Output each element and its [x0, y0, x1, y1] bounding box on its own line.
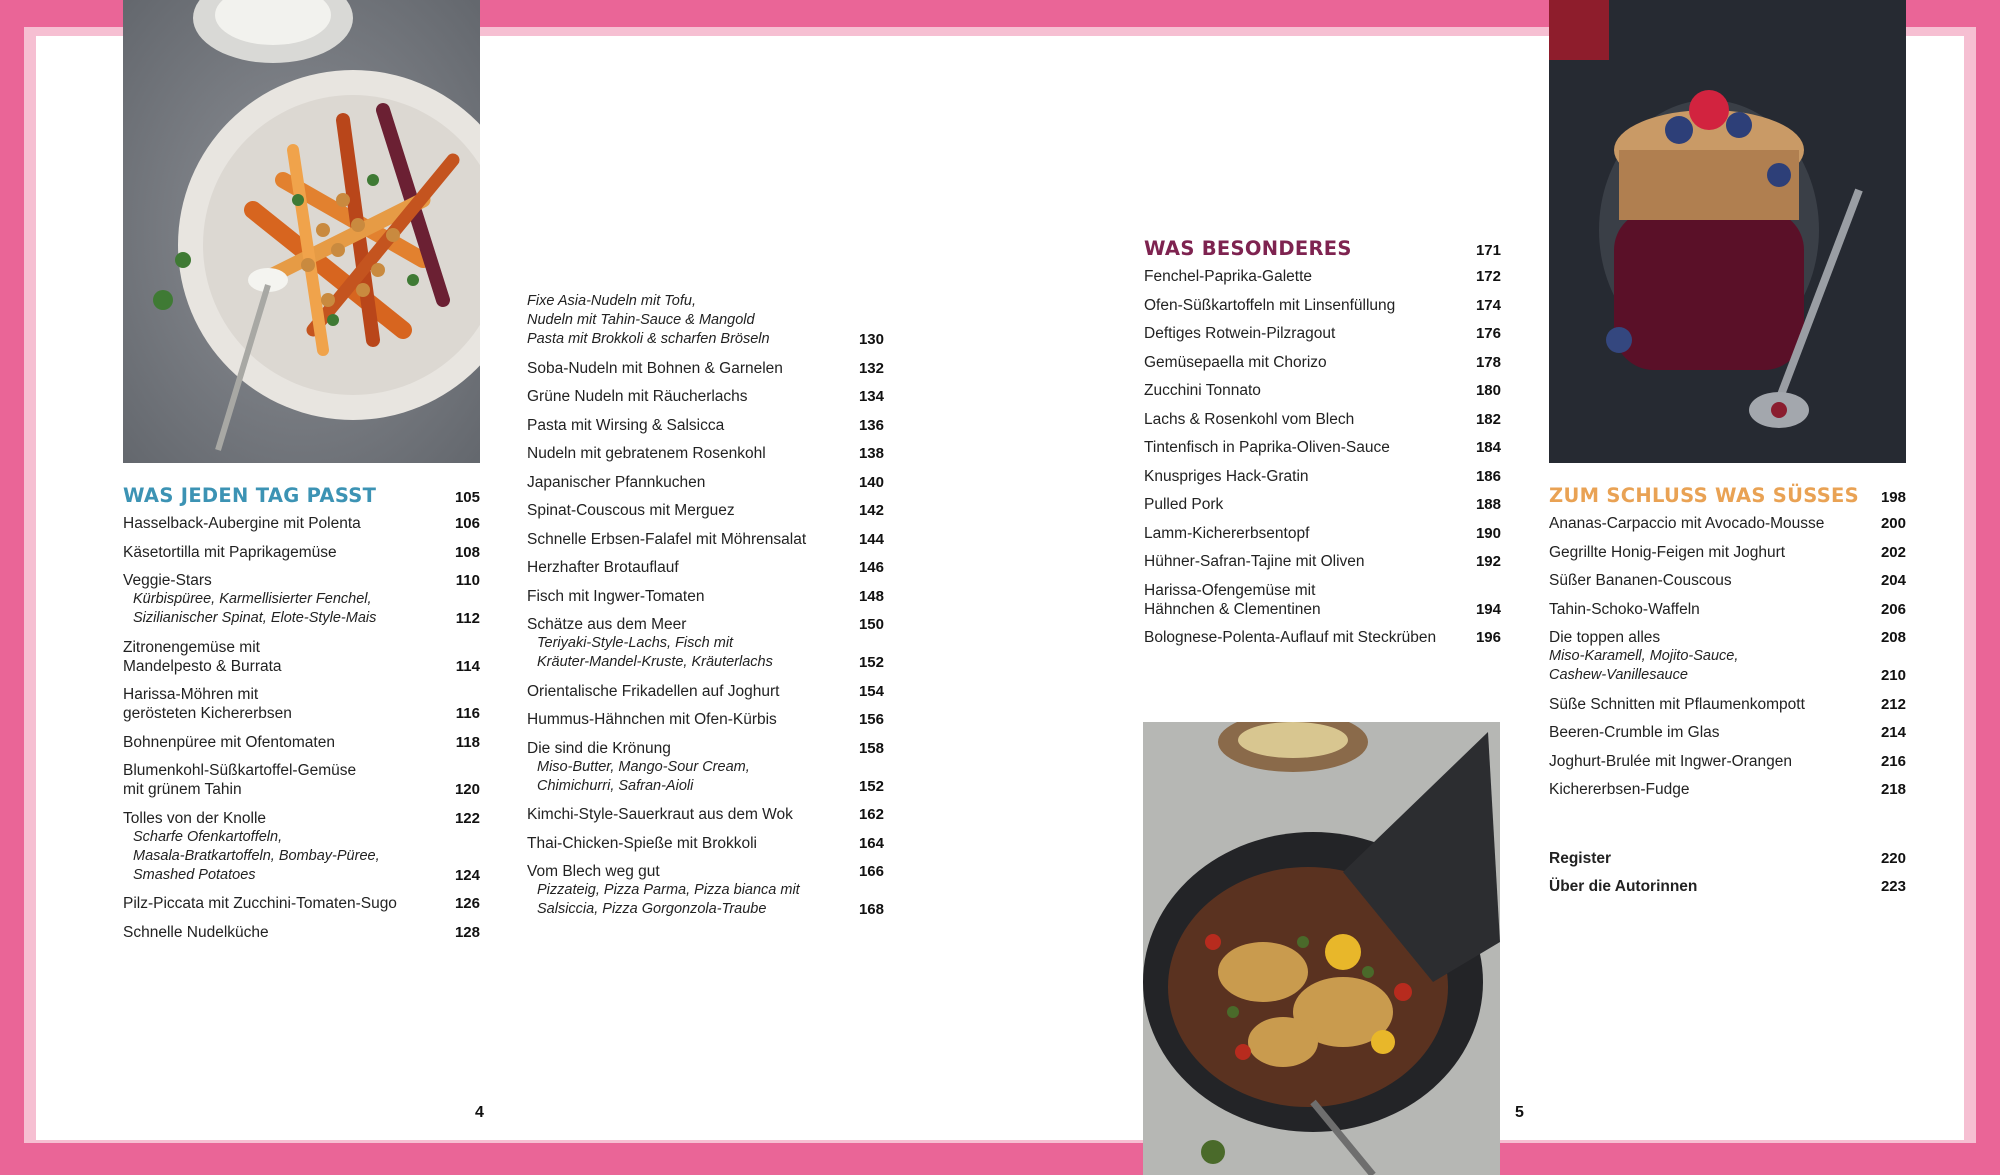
- section-page: 198: [1880, 489, 1906, 506]
- entry-title-line: Süße Schnitten mit Pflaumenkompott: [1549, 695, 1805, 713]
- entry-title-line: Beeren-Crumble im Glas: [1549, 724, 1720, 741]
- section-title: ZUM SCHLUSS WAS SÜSSES: [1549, 484, 1860, 507]
- subrecipe-page: 152: [858, 654, 884, 671]
- subrecipe-line: Masala-Bratkartoffeln, Bombay-Püree,: [133, 847, 380, 864]
- entry-title-line: Orientalische Frikadellen auf Joghurt: [527, 682, 780, 700]
- entry-page: 106: [454, 515, 480, 532]
- entry-title-line: Blumenkohl-Süßkartoffel-Gemüse: [123, 762, 357, 779]
- subrecipe-line: Sizilianischer Spinat, Elote-Style-Mais: [133, 610, 377, 626]
- entry-title: [1144, 381, 1471, 400]
- entry-title: [527, 862, 854, 881]
- entry-title-line: Herzhafter Brotauflauf: [527, 559, 679, 576]
- entry-page: 208: [1880, 629, 1906, 646]
- entry-page: 162: [858, 806, 884, 823]
- entry-page: 110: [455, 572, 480, 589]
- entry-title: [123, 571, 450, 590]
- entry-title-line: Spinat-Couscous mit Merguez: [527, 502, 735, 519]
- toc-entry: [123, 923, 480, 942]
- entry-page: 150: [858, 616, 884, 633]
- entry-title: [527, 416, 854, 435]
- entry-title-line: Deftiges Rotwein-Pilzragout: [1144, 325, 1336, 342]
- toc-entry: [527, 501, 884, 520]
- entry-page: 206: [1880, 600, 1906, 618]
- toc-entry: [527, 530, 884, 549]
- subrecipe-line: Teriyaki-Style-Lachs, Fisch mit: [537, 635, 734, 651]
- intro-line: Nudeln mit Tahin-Sauce & Mangold: [527, 312, 755, 328]
- entry-title-line: Über die Autorinnen: [1549, 878, 1698, 895]
- entry-page: 188: [1475, 496, 1501, 513]
- entry-subrecipes: [527, 634, 854, 672]
- entry-title-line: Zitronengemüse mit: [123, 638, 260, 656]
- toc-entry: [123, 809, 480, 885]
- entry-title: [527, 530, 854, 549]
- entry-title-line: Bohnenpüree mit Ofentomaten: [123, 733, 335, 751]
- entry-page: 180: [1475, 382, 1501, 399]
- entry-title-line: Knuspriges Hack-Gratin: [1144, 467, 1309, 485]
- entry-page: 158: [858, 739, 884, 757]
- entry-subrecipes: [1549, 647, 1876, 685]
- subrecipe-line: Chimichurri, Safran-Aioli: [537, 777, 694, 794]
- entry-page: 172: [1475, 268, 1501, 285]
- toc-entry: [123, 685, 480, 723]
- entry-title: [527, 710, 854, 729]
- toc-entry: [1144, 267, 1501, 286]
- entry-page: 216: [1880, 752, 1906, 770]
- entry-page: 192: [1475, 553, 1501, 570]
- entry-title: [527, 805, 854, 824]
- section-title: WAS BESONDERES: [1144, 237, 1352, 260]
- entry-title-line: Ofen-Süßkartoffeln mit Linsenfüllung: [1144, 296, 1396, 314]
- entry-page: 204: [1880, 572, 1906, 589]
- toc-entry: [123, 733, 480, 752]
- entry-title-line: Kichererbsen-Fudge: [1549, 781, 1690, 798]
- entry-title: [1144, 628, 1471, 647]
- entry-page: 196: [1475, 629, 1501, 646]
- entry-title: [123, 514, 450, 533]
- entry-page: 184: [1475, 439, 1501, 456]
- entry-page: 166: [858, 863, 884, 880]
- section-page: 105: [454, 489, 480, 506]
- entry-title: [527, 834, 854, 853]
- entry-title-line: Pilz-Piccata mit Zucchini-Tomaten-Sugo: [123, 895, 397, 912]
- entry-title-line: Hähnchen & Clementinen: [1144, 600, 1321, 618]
- toc-entry: [527, 587, 884, 606]
- entry-title-line: Gemüsepaella mit Chorizo: [1144, 353, 1327, 371]
- entry-title-line: Japanischer Pfannkuchen: [527, 473, 706, 491]
- photo-chicken-tajine: [1143, 722, 1500, 1175]
- toc-entry: [123, 638, 480, 676]
- entry-page: 128: [454, 923, 480, 941]
- toc-entry: [527, 834, 884, 853]
- toc-entry: [527, 739, 884, 796]
- toc-entry: [1549, 752, 1906, 771]
- entry-page: 108: [454, 543, 480, 561]
- entry-title: [527, 739, 854, 758]
- toc-section-was-jeden-tag-passt: [123, 484, 480, 951]
- entry-title: [1549, 780, 1876, 799]
- toc-entry: [123, 514, 480, 533]
- entry-title-line: Die sind die Krönung: [527, 739, 671, 757]
- entry-title-line: Schnelle Nudelküche: [123, 923, 269, 941]
- entry-title: [1549, 514, 1876, 533]
- entry-page: 138: [858, 445, 884, 462]
- toc-entry: [1549, 849, 1906, 868]
- section-title: WAS JEDEN TAG PASST: [123, 484, 377, 507]
- entry-page: 132: [858, 359, 884, 377]
- entry-page: 154: [858, 682, 884, 700]
- toc-entry: [527, 558, 884, 577]
- entry-title-line: Lamm-Kichererbsentopf: [1144, 524, 1310, 542]
- entry-title-line: Pasta mit Wirsing & Salsicca: [527, 416, 725, 434]
- entry-page: 194: [1475, 600, 1501, 618]
- entry-title-line: mit grünem Tahin: [123, 781, 242, 798]
- entry-title-line: Mandelpesto & Burrata: [123, 657, 282, 675]
- toc-entry: [1549, 543, 1906, 562]
- toc-entry: [1144, 410, 1501, 429]
- entry-title: [527, 558, 854, 577]
- entry-title: [527, 501, 854, 520]
- entry-page: 220: [1880, 849, 1906, 867]
- entry-page: 214: [1880, 724, 1906, 741]
- toc-entry: [123, 894, 480, 913]
- page-number-left: 4: [475, 1104, 484, 1121]
- subrecipe-page: 152: [858, 777, 884, 795]
- entry-title-line: Bolognese-Polenta-Auflauf mit Steckrüben: [1144, 629, 1437, 646]
- entry-page: 156: [858, 711, 884, 728]
- section-heading: [1144, 237, 1501, 267]
- entry-title: [1549, 600, 1876, 619]
- toc-entry: [1549, 780, 1906, 799]
- entry-title-line: Tahin-Schoko-Waffeln: [1549, 600, 1700, 618]
- entry-title-line: Tolles von der Knolle: [123, 809, 267, 827]
- subrecipe-line: Miso-Karamell, Mojito-Sauce,: [1549, 648, 1739, 664]
- entry-page: 182: [1475, 410, 1501, 428]
- toc-entry: [1549, 695, 1906, 714]
- entry-subrecipes: [527, 881, 854, 919]
- entry-page: 200: [1880, 515, 1906, 532]
- entry-title: [527, 587, 854, 606]
- toc-entry: [1549, 723, 1906, 742]
- toc-entry: [527, 862, 884, 919]
- entry-title-line: Hühner-Safran-Tajine mit Oliven: [1144, 553, 1365, 570]
- entry-page: 134: [858, 388, 884, 405]
- toc-entry: [527, 416, 884, 435]
- entry-page: 144: [858, 530, 884, 548]
- entry-title: [123, 543, 450, 562]
- entry-title: [1549, 723, 1876, 742]
- section-page: 171: [1475, 242, 1501, 259]
- entry-title: [123, 761, 450, 799]
- entry-title-line: Harissa-Ofengemüse mit: [1144, 581, 1316, 599]
- entry-title: [123, 894, 450, 913]
- section-heading: [1549, 484, 1906, 514]
- subrecipe-line: Kräuter-Mandel-Kruste, Kräuterlachs: [537, 654, 773, 670]
- entry-title: [1144, 524, 1471, 543]
- entry-page: 186: [1475, 467, 1501, 485]
- entry-title-line: Schätze aus dem Meer: [527, 616, 687, 633]
- toc-section-was-besonderes: [1144, 237, 1501, 657]
- entry-page: 146: [858, 559, 884, 576]
- section-heading: [123, 484, 480, 514]
- entry-page: 190: [1475, 524, 1501, 542]
- entry-title-line: Vom Blech weg gut: [527, 863, 660, 880]
- toc-entry: [1144, 495, 1501, 514]
- toc-entry: [527, 682, 884, 701]
- entry-page: 218: [1880, 781, 1906, 798]
- entry-page: 148: [858, 587, 884, 605]
- entry-title: [1144, 353, 1471, 372]
- entry-title: [1549, 695, 1876, 714]
- toc-entry: [1549, 571, 1906, 590]
- entry-title-line: Lachs & Rosenkohl vom Blech: [1144, 410, 1355, 428]
- entry-title: [1144, 552, 1471, 571]
- entry-title: [1549, 849, 1876, 868]
- toc-entry: [1549, 628, 1906, 685]
- entry-title: [123, 733, 450, 752]
- entry-page: 178: [1475, 353, 1501, 371]
- entry-title-line: Die toppen alles: [1549, 629, 1661, 646]
- entry-title: [527, 682, 854, 701]
- entry-page: 140: [858, 473, 884, 491]
- subrecipe-line: Pizzateig, Pizza Parma, Pizza bianca mit: [537, 882, 800, 898]
- entry-title: [1549, 877, 1876, 896]
- entry-title-line: Joghurt-Brulée mit Ingwer-Orangen: [1549, 752, 1792, 770]
- toc-section-zum-schluss-was-suesses: [1549, 484, 1906, 906]
- toc-entry: [123, 761, 480, 799]
- entry-page: 202: [1880, 543, 1906, 561]
- entry-title-line: Register: [1549, 849, 1612, 867]
- entry-page: 136: [858, 416, 884, 434]
- entry-title: [1144, 410, 1471, 429]
- photo-roasted-carrots: [123, 0, 480, 463]
- subrecipe-line: Kürbispüree, Karmellisierter Fenchel,: [133, 591, 372, 607]
- entry-page: 223: [1880, 878, 1906, 895]
- toc-entry: [527, 387, 884, 406]
- entry-title-line: Fenchel-Paprika-Galette: [1144, 268, 1312, 285]
- toc-intro-entry: [527, 292, 884, 349]
- entry-page: 116: [455, 705, 480, 722]
- entry-title-line: Soba-Nudeln mit Bohnen & Garnelen: [527, 359, 783, 377]
- entry-page: 118: [455, 733, 480, 751]
- subrecipe-line: Salsiccia, Pizza Gorgonzola-Traube: [537, 901, 767, 917]
- entry-title-line: Harissa-Möhren mit: [123, 686, 259, 703]
- toc-entry: [527, 444, 884, 463]
- entry-title-line: Süßer Bananen-Couscous: [1549, 572, 1732, 589]
- toc-section-nudelkueche: [527, 292, 884, 929]
- entry-title: [527, 473, 854, 492]
- entry-title: [527, 387, 854, 406]
- entry-title: [123, 685, 450, 723]
- entry-page: 164: [858, 834, 884, 852]
- entry-title-line: Hasselback-Aubergine mit Polenta: [123, 515, 361, 532]
- toc-entry: [1144, 524, 1501, 543]
- entry-page: 130: [858, 331, 884, 348]
- toc-entry: [527, 615, 884, 672]
- entry-title: [1144, 324, 1471, 343]
- subrecipe-page: 168: [858, 901, 884, 918]
- toc-entry: [1144, 581, 1501, 619]
- entry-title-line: Nudeln mit gebratenem Rosenkohl: [527, 445, 766, 462]
- entry-title: [1144, 581, 1471, 619]
- entry-title-line: Käsetortilla mit Paprikagemüse: [123, 543, 337, 561]
- entry-title-line: gerösteten Kichererbsen: [123, 705, 292, 722]
- entry-title: [1549, 543, 1876, 562]
- entry-title-line: Ananas-Carpaccio mit Avocado-Mousse: [1549, 515, 1825, 532]
- entry-page: 212: [1880, 695, 1906, 713]
- entry-title-line: Fisch mit Ingwer-Tomaten: [527, 587, 705, 605]
- entry-title: [123, 809, 450, 828]
- entry-title: [527, 359, 854, 378]
- subrecipe-line: Cashew-Vanillesauce: [1549, 667, 1688, 683]
- entry-title-line: Gegrillte Honig-Feigen mit Joghurt: [1549, 543, 1786, 561]
- toc-entry: [1144, 467, 1501, 486]
- toc-entry: [1144, 296, 1501, 315]
- toc-entry: [1549, 514, 1906, 533]
- toc-entry: [1144, 552, 1501, 571]
- page-number-right: 5: [1515, 1104, 1524, 1121]
- entry-title-line: Kimchi-Style-Sauerkraut aus dem Wok: [527, 806, 793, 823]
- entry-title-line: Pulled Pork: [1144, 496, 1224, 513]
- intro-line: Fixe Asia-Nudeln mit Tofu,: [527, 293, 696, 309]
- toc-entry: [1144, 438, 1501, 457]
- subrecipe-line: Scharfe Ofenkartoffeln,: [133, 828, 283, 845]
- entry-subrecipes: [123, 590, 450, 628]
- entry-title-line: Hummus-Hähnchen mit Ofen-Kürbis: [527, 711, 777, 728]
- entry-page: 120: [454, 781, 480, 798]
- entry-title: [527, 615, 854, 634]
- subrecipe-page: 112: [455, 610, 480, 627]
- entry-page: 174: [1475, 296, 1501, 314]
- toc-entry: [1144, 324, 1501, 343]
- intro-line: Pasta mit Brokkoli & scharfen Bröseln: [527, 331, 770, 347]
- toc-entry: [1549, 600, 1906, 619]
- toc-entry: [527, 710, 884, 729]
- toc-entry: [1144, 628, 1501, 647]
- toc-entry: [1549, 877, 1906, 896]
- entry-title: [1144, 296, 1471, 315]
- toc-entry: [123, 571, 480, 628]
- subrecipe-page: 210: [1880, 667, 1906, 684]
- entry-title: [527, 444, 854, 463]
- entry-title: [123, 638, 450, 676]
- entry-title: [123, 923, 450, 942]
- entry-title-line: Thai-Chicken-Spieße mit Brokkoli: [527, 834, 757, 852]
- toc-entry: [123, 543, 480, 562]
- entry-subrecipes: [527, 758, 854, 796]
- entry-title: [1144, 267, 1471, 286]
- entry-title: [1549, 628, 1876, 647]
- entry-page: 122: [454, 809, 480, 827]
- toc-entry: [527, 473, 884, 492]
- entry-page: 142: [858, 502, 884, 519]
- photo-berry-crumble-jar: [1549, 0, 1906, 463]
- subrecipe-line: Miso-Butter, Mango-Sour Cream,: [537, 758, 750, 775]
- entry-title-line: Tintenfisch in Paprika-Oliven-Sauce: [1144, 439, 1390, 456]
- entry-page: 176: [1475, 325, 1501, 342]
- entry-title: [1549, 752, 1876, 771]
- entry-page: 126: [454, 895, 480, 912]
- toc-entry: [1144, 381, 1501, 400]
- entry-page: 114: [455, 657, 480, 675]
- toc-entry: [1144, 353, 1501, 372]
- entry-title-line: Grüne Nudeln mit Räucherlachs: [527, 388, 748, 405]
- subrecipe-line: Smashed Potatoes: [133, 866, 256, 883]
- entry-title: [1144, 467, 1471, 486]
- entry-title: [1549, 571, 1876, 590]
- toc-entry: [527, 805, 884, 824]
- entry-title-line: Schnelle Erbsen-Falafel mit Möhrensalat: [527, 530, 807, 548]
- entry-title-line: Veggie-Stars: [123, 572, 212, 589]
- toc-entry: [527, 359, 884, 378]
- entry-title: [1144, 495, 1471, 514]
- subrecipe-page: 124: [454, 866, 480, 884]
- entry-title: [1144, 438, 1471, 457]
- entry-subrecipes: [123, 828, 450, 885]
- entry-title-line: Zucchini Tonnato: [1144, 382, 1261, 399]
